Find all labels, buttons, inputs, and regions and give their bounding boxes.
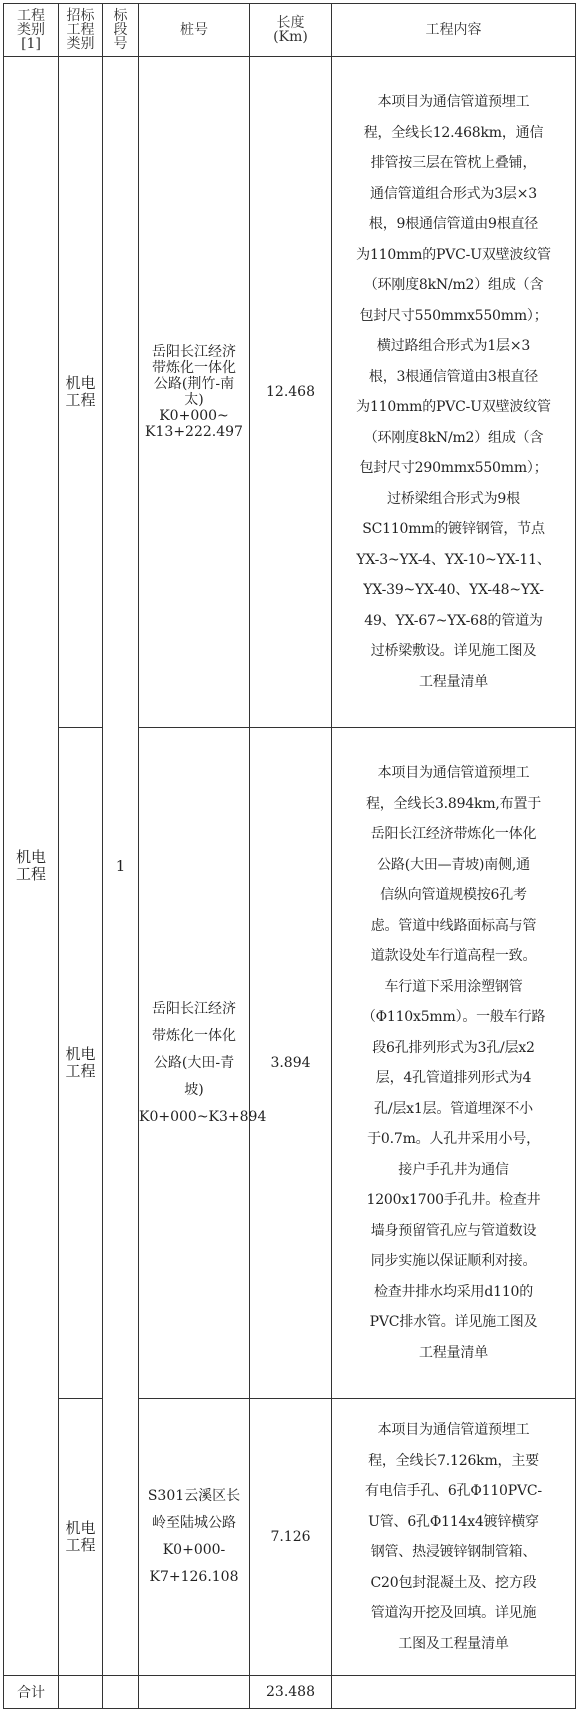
bid-type-cell: 机电 工程 [59,57,103,728]
empty-cell [59,1676,103,1709]
header-bid-type: 招标 工程 类别 [59,4,103,57]
table-row [4,1399,576,1676]
empty-cell [139,1676,250,1709]
header-section-no: 标 段 号 [103,4,139,57]
content-cell: 本项目为通信管道预埋工 程，全线长12.468km，通信 排管按三层在管枕上叠铺， 通信管道组合形式为3层×3 根，9根通信管道由9根直径 为110mm的PVC-U双壁波纹管 （环刚度8kN/m2）组成（含 包封尺寸550mmx550mm）； 横过路组合形式为1层×3 根，3根通信管道由3根直径 为110mm的PVC-U双壁波纹管 （环刚度8kN/m2）组成（含 包封尺寸290mmx550mm）； 过桥梁组合形式为9根 SC110mm的镀锌钢管，节点 YX-3~YX-4、YX-10~YX-11、 YX-39~YX-40、YX-48~YX- 49、YX-67~YX-68的管道为 过桥梁敷设。详见施工图及 工程量清单 [332,57,576,728]
section-no-cell: 1 [103,57,139,1676]
stake-cell: S301云溪区长 岭至陆城公路 K0+000- K7+126.108 [139,1399,250,1676]
header-project-type: 工程 类别 [1] [4,4,59,57]
length-cell: 7.126 [250,1399,332,1676]
empty-cell [332,1676,576,1709]
header-row [4,4,576,57]
table-row [4,728,576,1399]
bid-type-cell: 机电 工程 [59,728,103,1399]
content-cell: 本项目为通信管道预埋工 程，全线长7.126km，主要 有电信手孔、6孔Φ110PVC- U管、6孔Φ114x4镀锌横穿 钢管、热浸镀锌钢制管箱、 C20包封混凝土及、挖方段 管道沟开挖及回填。详见施 工图及工程量清单 [332,1399,576,1676]
empty-cell [103,1676,139,1709]
table-row [4,57,576,728]
content-cell: 本项目为通信管道预埋工 程，全线长3.894km,布置于 岳阳长江经济带炼化一体化 公路(大田—青坡)南侧,通 信纵向管道规模按6孔考 虑。管道中线路面标高与管 道款设处车行道高程一致。 车行道下采用涂塑钢管 （Φ110x5mm）。一般车行路 段6孔排列形式为3孔/层x2 层，4孔管道排列形式为4 孔/层x1层。管道埋深不小 于0.7m。人孔井采用小号， 接户手孔井为通信 1200x1700手孔井。检查井 墙身预留管孔应与管道数设 同步实施以保证顺利对接。 检查井排水均采用d110的 PVC排水管。详见施工图及 工程量清单 [332,728,576,1399]
length-cell: 12.468 [250,57,332,728]
header-length: 长度 (Km) [250,4,332,57]
stake-cell: 岳阳长江经济 带炼化一体化 公路(大田-青 坡) K0+000~K3+894 [139,728,250,1399]
header-stake: 桩号 [139,4,250,57]
total-length: 23.488 [250,1676,332,1709]
total-row [4,1676,576,1709]
total-label: 合计 [4,1676,59,1709]
bid-type-cell: 机电 工程 [59,1399,103,1676]
project-type-cell: 机电 工程 [4,57,59,1676]
length-cell: 3.894 [250,728,332,1399]
project-table [3,3,576,1709]
header-content: 工程内容 [332,4,576,57]
stake-cell: 岳阳长江经济 带炼化一体化 公路(荆竹-南 太) K0+000~ K13+222.497 [139,57,250,728]
